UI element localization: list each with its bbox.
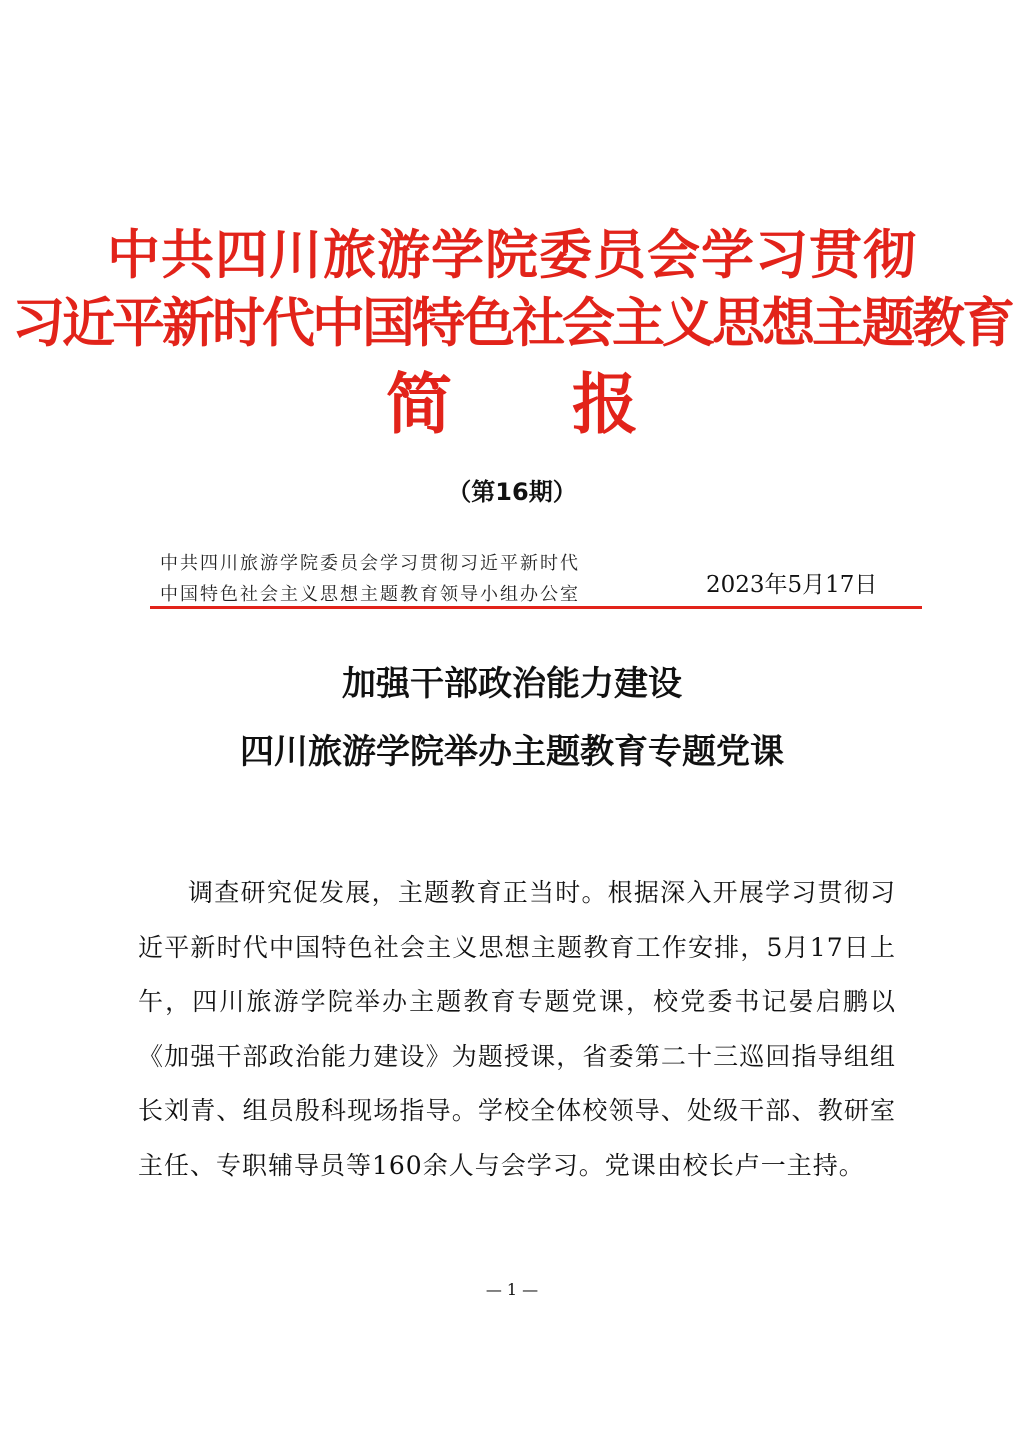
masthead-brief-title: 简报: [386, 366, 758, 443]
issue-date: 2023年5月17日: [706, 572, 878, 598]
body-paragraph: 调查研究促发展，主题教育正当时。根据深入开展学习贯彻习近平新时代中国特色社会主义思想主题教育工作安排，5月17日上午，四川旅游学院举办主题教育专题党课，校党委书记晏启鹏以《加强干部政治能力建设》为题授课，省委第二十三巡回指导组组长刘青、组员殷科现场指导。学校全体校领导、处级干部、教研室主任、专职辅导员等160余人与会学习。党课由校长卢一主持。: [138, 878, 896, 1180]
issuer-block: [160, 548, 680, 610]
masthead-line-2: 习近平新时代中国特色社会主义思想主题教育: [12, 293, 1012, 354]
headline-line-2: 四川旅游学院举办主题教育专题党课: [240, 732, 784, 772]
article-body: [138, 866, 896, 1193]
masthead-line-1: 中共四川旅游学院委员会学习贯彻: [107, 225, 917, 286]
issue-number: （第16期）: [447, 478, 577, 506]
page-number: — 1 —: [485, 1280, 539, 1299]
article-headline: [0, 656, 1024, 780]
red-divider: [150, 606, 922, 609]
issuer-line-2: 中国特色社会主义思想主题教育领导小组办公室: [160, 584, 580, 605]
masthead: [0, 222, 1024, 450]
headline-line-1: 加强干部政治能力建设: [342, 664, 682, 704]
issuer-line-1: 中共四川旅游学院委员会学习贯彻习近平新时代: [160, 553, 580, 574]
